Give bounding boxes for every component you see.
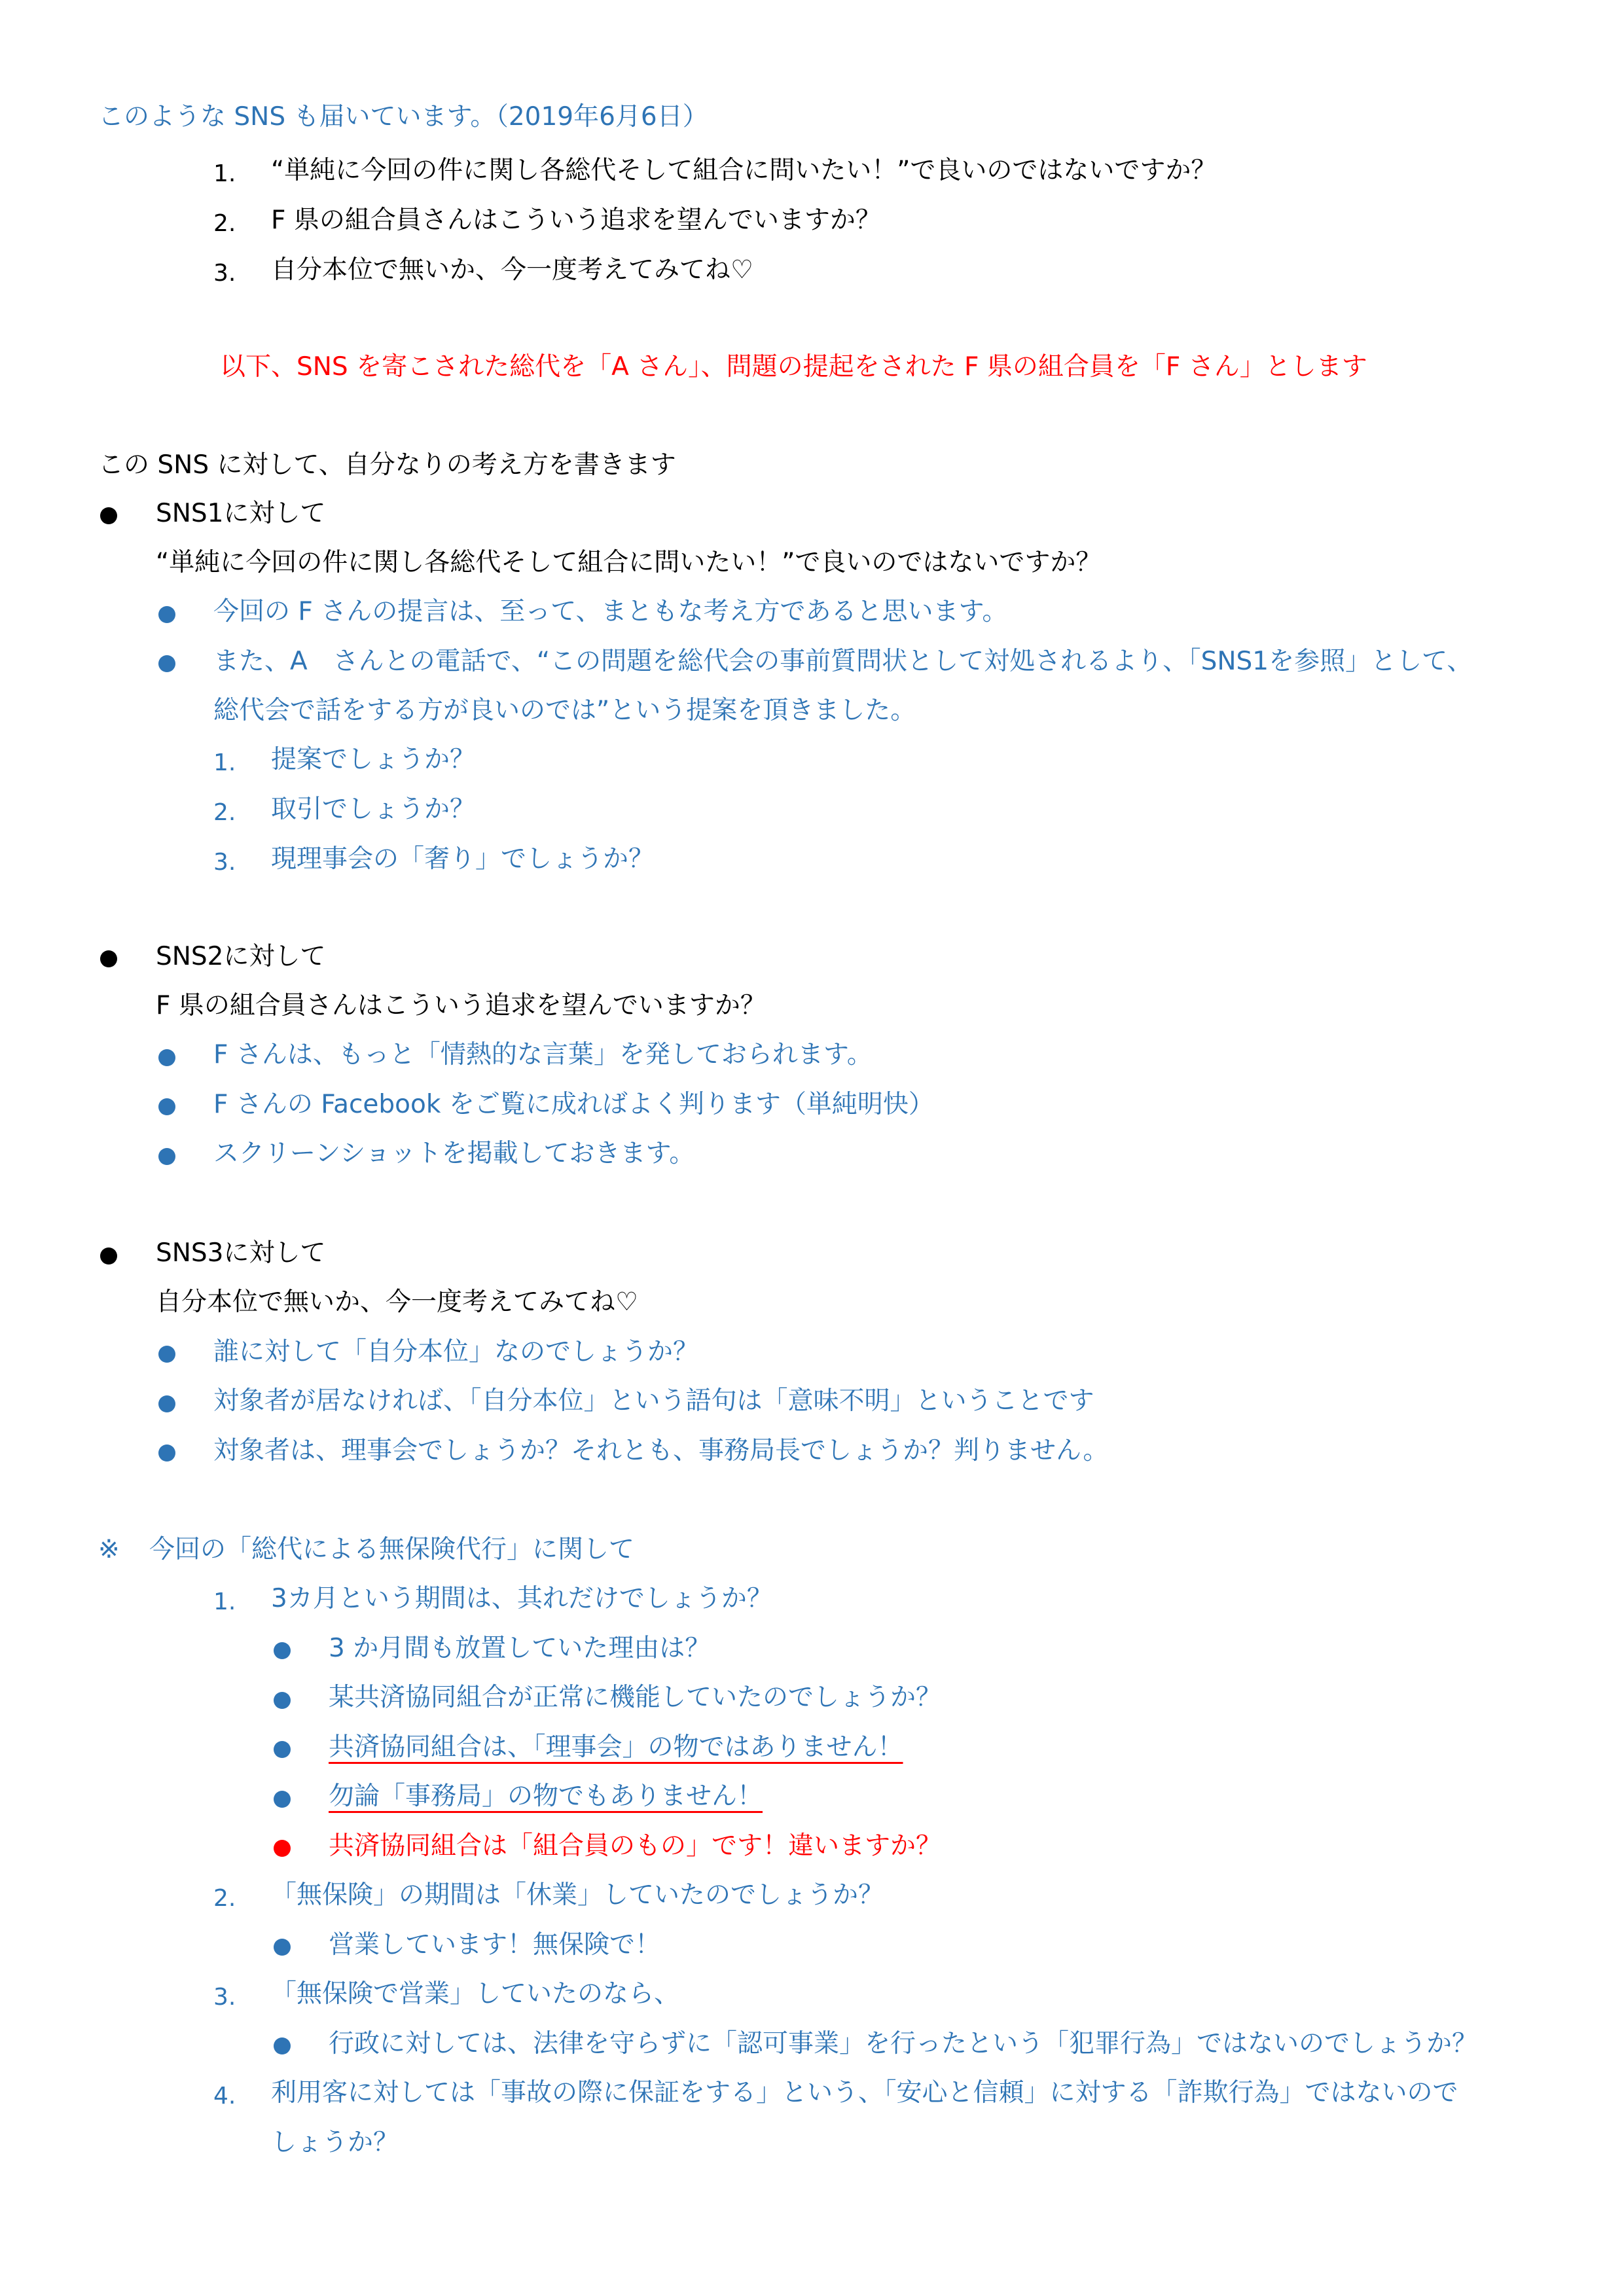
bullet-icon [158,606,175,623]
sns2-bullet: スクリーンショットを掲載しておきます。 [213,1139,695,1168]
intro-item-number: 3. [213,260,236,287]
sns3-title: SNS3に対して [156,1238,326,1268]
sns2-quote: F 県の組合員さんはこういう追求を望んでいますか？ [156,991,766,1020]
note-item-text: 3カ月という期間は、其れだけでしょうか？ [271,1584,772,1613]
note-item-text: 利用客に対しては「事故の際に保証をする」という、「安心と信頼」に対する「詐欺行為」ではないので [271,2078,1458,2108]
bullet-icon [274,2037,291,2054]
notice-text: 以下、SNS を寄こされた総代を「A さん」、問題の提起をされた F 県の組合員を「F さん」とします [220,352,1367,382]
bullet-icon [100,950,117,967]
bullet-icon [274,1642,291,1659]
note-item-text: 「無保険で営業」していたのなら、 [271,1979,680,2009]
sns1-bullet: また、A さんとの電話で、“この問題を総代会の事前質問状として対処されるより、「SNS1を参照」として、 [213,647,1473,676]
note-bullet-underlined: 共済協同組合は、「理事会」の物ではありません！ [329,1732,903,1762]
sns3-bullet: 誰に対して「自分本位」なのでしょうか？ [213,1337,699,1367]
bullet-icon [274,1791,291,1808]
sns2-title: SNS2に対して [156,942,326,971]
note-item-number: 2. [213,1885,236,1912]
note-item-number: 1. [213,1588,236,1615]
sns1-item-text: 提案でしょうか？ [271,745,476,774]
note-bullet: 3 か月間も放置していた理由は？ [329,1634,711,1663]
sns1-item-text: 取引でしょうか？ [271,795,476,824]
bullet-icon [274,1741,291,1758]
sns1-bullet: 今回の F さんの提言は、至って、まともな考え方であると思います。 [213,597,1008,626]
intro-item-text: F 県の組合員さんはこういう追求を望んでいますか？ [271,206,881,235]
note-mark: ※ [98,1535,120,1564]
sns2-bullet: F さんの Facebook をご覧に成ればよく判ります（単純明快） [213,1090,934,1119]
bullet-icon [100,507,117,524]
bullet-icon [158,1148,175,1165]
bullet-icon [274,1939,291,1956]
note-bullet: 某共済協同組合が正常に機能していたのでしょうか？ [329,1683,942,1712]
intro-item-number: 2. [213,210,236,237]
bullet-icon [158,1346,175,1363]
bullet-icon [274,1692,291,1709]
note-item-number: 4. [213,2083,236,2109]
sns1-item-text: 現理事会の「奢り」でしょうか？ [271,844,655,874]
bullet-icon [158,655,175,672]
note-item-number: 3. [213,1984,236,2011]
bullet-icon [100,1247,117,1265]
sns2-bullet: F さんは、もっと「情熱的な言葉」を発しておられます。 [213,1040,873,1069]
intro-item-text: 自分本位で無いか、今一度考えてみてね♡ [271,255,753,285]
sns1-item-number: 2. [213,799,236,826]
sns3-quote: 自分本位で無いか、今一度考えてみてね♡ [156,1287,638,1317]
note-item-text: 「無保険」の期間は「休業」していたのでしょうか？ [271,1880,884,1910]
sns1-bullet-continued: 総代会で話をする方が良いのでは”という提案を頂きました。 [213,696,916,725]
note-item-text-continued: しょうか？ [271,2128,399,2157]
intro-item-number: 1. [213,160,236,187]
note-bullet: 行政に対しては、法律を守らずに「認可事業」を行ったという「犯罪行為」ではないのでしょうか？ [329,2029,1478,2058]
sns1-quote: “単純に今回の件に関し各総代そして組合に問いたい！”で良いのではないですか？ [156,548,1102,577]
sns3-bullet: 対象者が居なければ、「自分本位」という語句は「意味不明」ということです [213,1386,1094,1416]
note-title: 今回の「総代による無保険代行」に関して [149,1535,635,1564]
bullet-icon [274,1840,291,1857]
sns1-item-number: 1. [213,749,236,776]
bullet-icon [158,1444,175,1462]
sns3-bullet: 対象者は、理事会でしょうか？それとも、事務局長でしょうか？判りません。 [213,1436,1109,1465]
intro-heading: このような SNS も届いています。（2019年6月6日） [98,102,708,132]
sns1-item-number: 3. [213,849,236,876]
note-bullet-emphasis: 共済協同組合は「組合員のもの」です！違いますか？ [329,1831,942,1861]
bullet-icon [158,1049,175,1066]
note-bullet: 営業しています！無保険で！ [329,1930,661,1960]
intro-item-text: “単純に今回の件に関し各総代そして組合に問いたい！”で良いのではないですか？ [271,156,1217,185]
sns1-title: SNS1に対して [156,499,326,528]
bullet-icon [158,1395,175,1412]
note-bullet-underlined: 勿論「事務局」の物でもありません！ [329,1782,763,1811]
lead-text: この SNS に対して、自分なりの考え方を書きます [98,450,676,480]
bullet-icon [158,1098,175,1115]
